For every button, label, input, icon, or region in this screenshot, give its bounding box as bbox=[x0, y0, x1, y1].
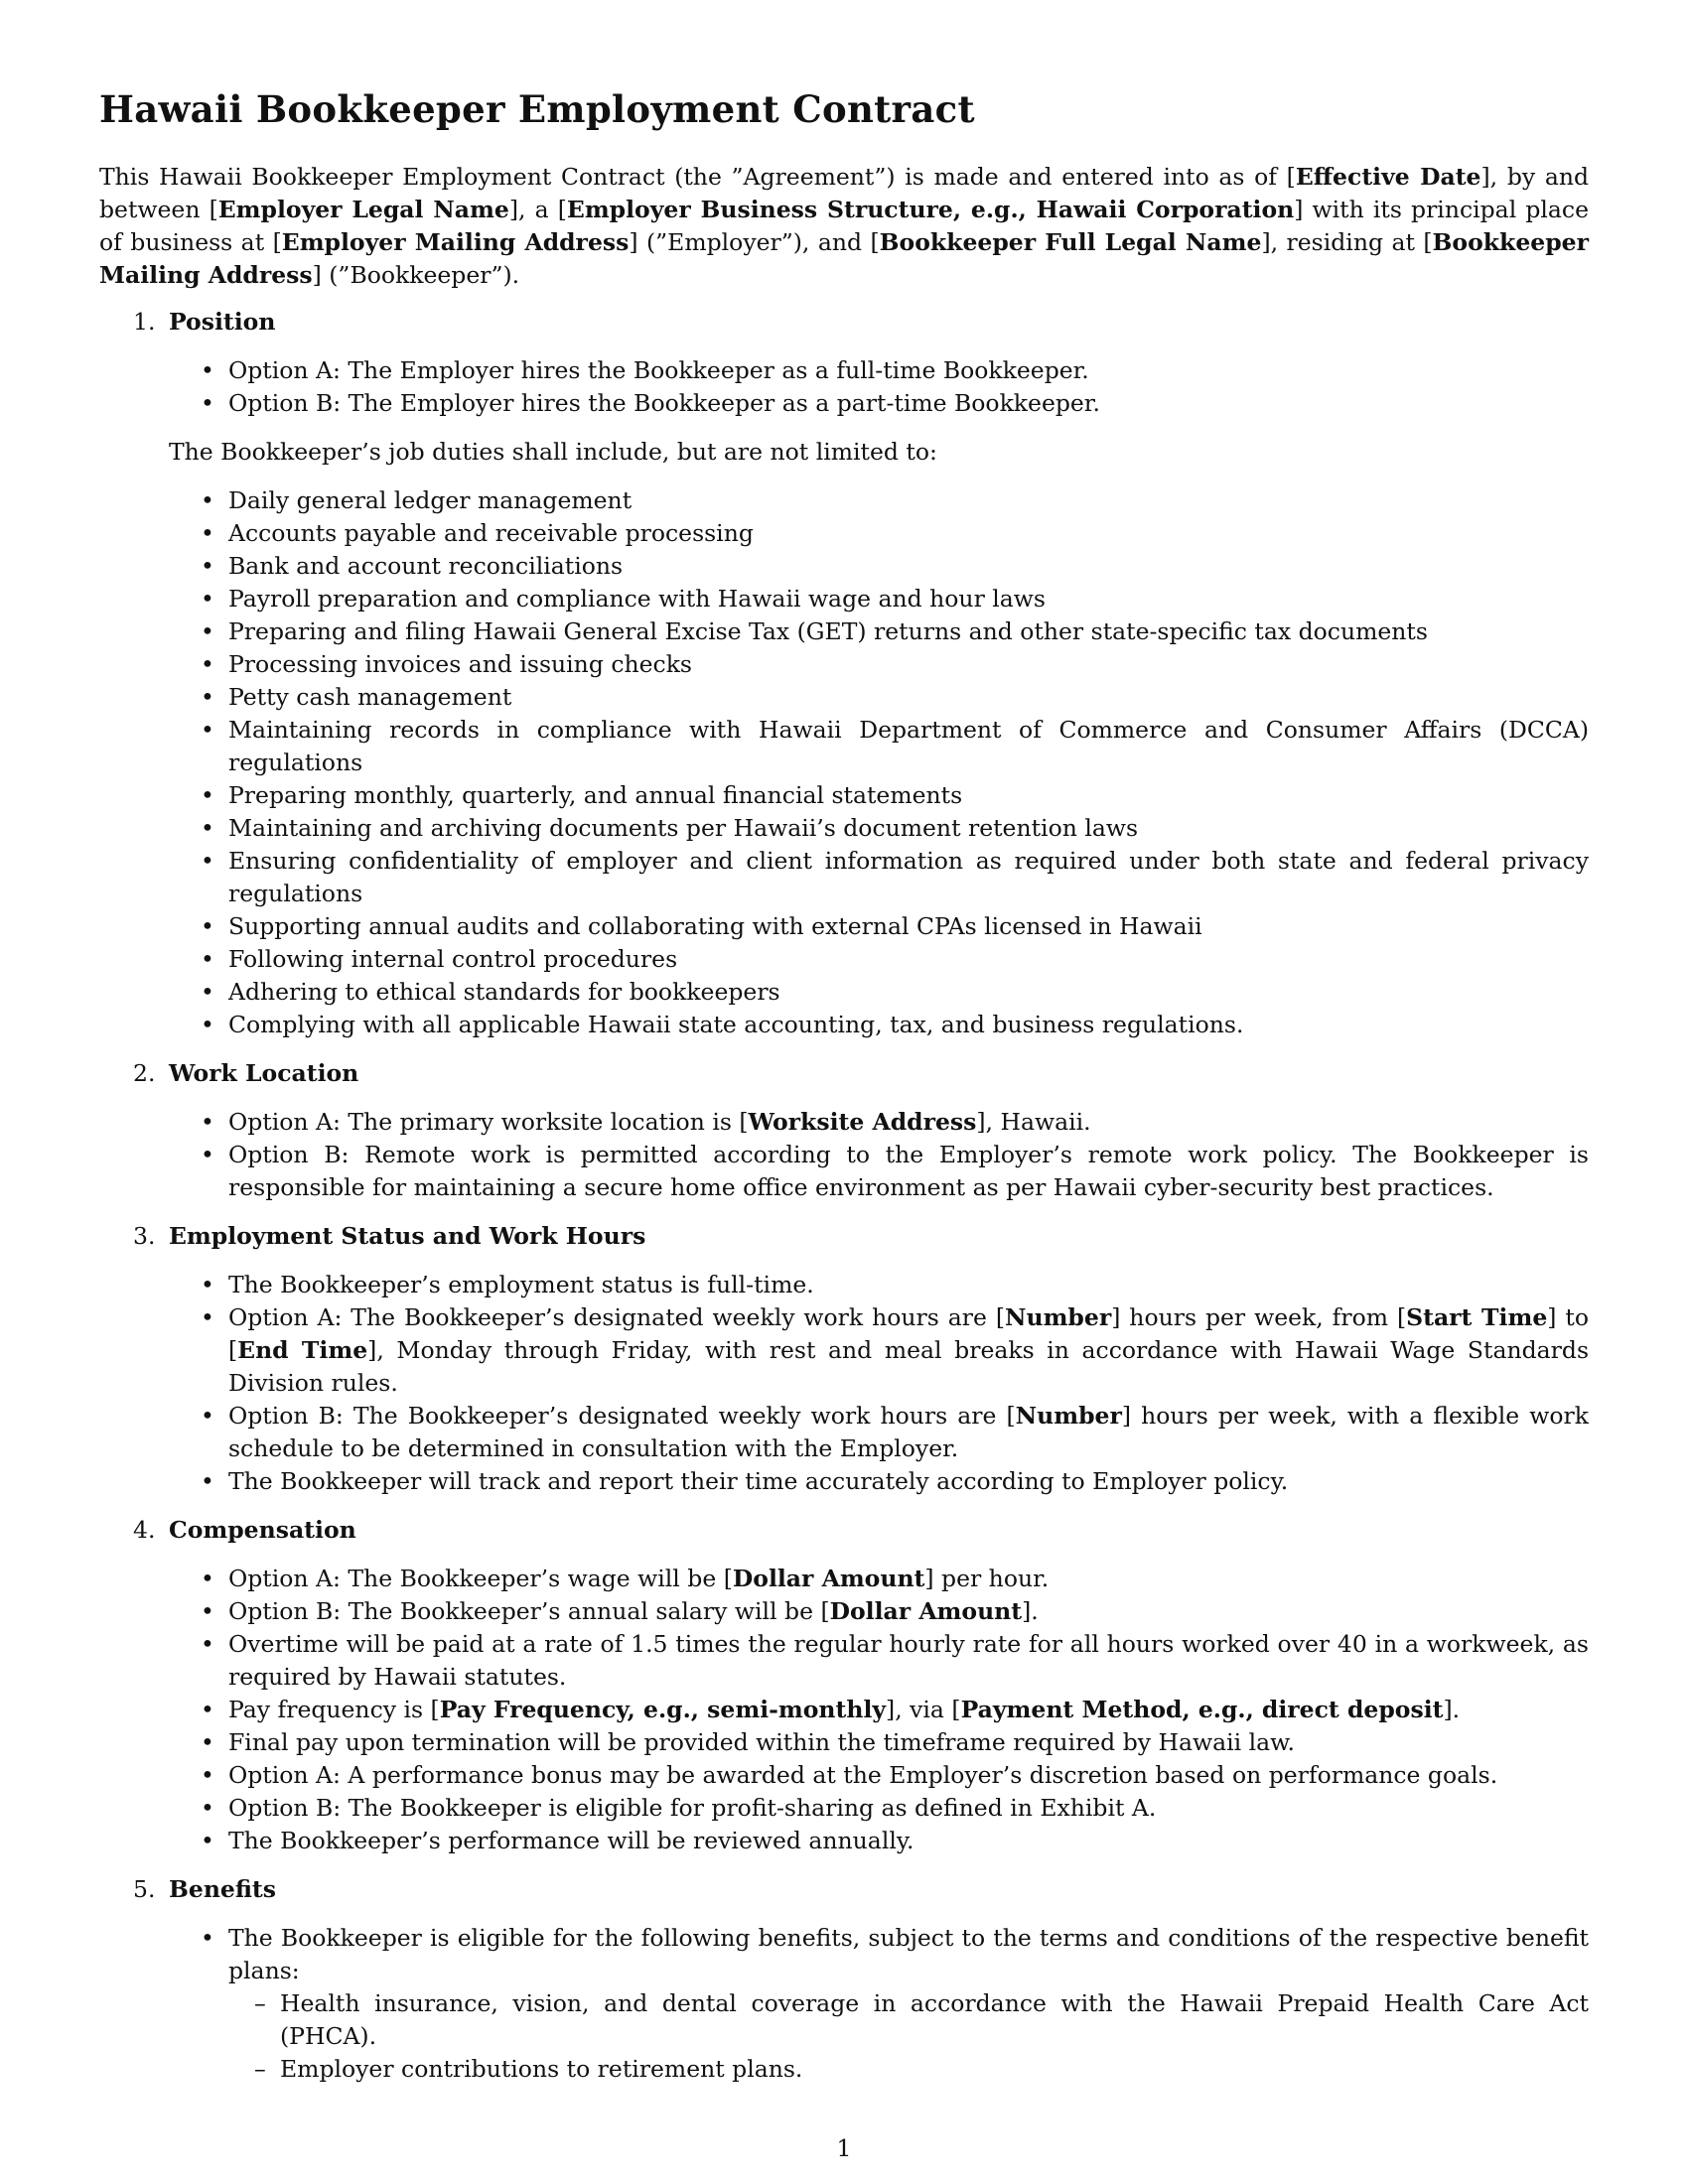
section-number: 1. bbox=[133, 308, 156, 336]
list-item: • Supporting annual audits and collaborating with external CPAs licensed in Hawaii bbox=[169, 910, 1589, 943]
section-title: Benefits bbox=[169, 1875, 277, 1903]
list-item: • Processing invoices and issuing checks bbox=[169, 648, 1589, 681]
sub-list-item: – Health insurance, vision, and dental coverage in accordance with the Hawaii Prepaid Health Care Act (PHCA). bbox=[228, 1987, 1589, 2053]
placeholder-worksite-address: Worksite Address bbox=[748, 1108, 977, 1136]
list-item: • Maintaining records in compliance with Hawaii Department of Commerce and Consumer Affairs (DCCA) regulations bbox=[169, 714, 1589, 779]
section-number: 2. bbox=[133, 1059, 156, 1087]
compensation-list bbox=[169, 1563, 1589, 1857]
list-item: • Option A: A performance bonus may be awarded at the Employer’s discretion based on performance goals. bbox=[169, 1759, 1589, 1792]
section-title: Compensation bbox=[169, 1516, 356, 1544]
placeholder-dollar-amount: Dollar Amount bbox=[829, 1597, 1023, 1625]
list-item: • Option A: The Bookkeeper’s designated weekly work hours are [Number] hours per week, from [Start Time] to [End Time], Monday through Friday, with rest and meal breaks in accordance with Hawaii Wage Standards Division rules. bbox=[169, 1301, 1589, 1400]
list-item: • Preparing and filing Hawaii General Excise Tax (GET) returns and other state-specific tax documents bbox=[169, 615, 1589, 648]
section-number: 3. bbox=[133, 1222, 156, 1250]
list-item: • Ensuring confidentiality of employer and client information as required under both state and federal privacy regulations bbox=[169, 845, 1589, 910]
placeholder-employer-address: Employer Mailing Address bbox=[281, 228, 630, 256]
section-title: Position bbox=[169, 308, 276, 336]
placeholder-number: Number bbox=[1005, 1303, 1112, 1331]
document-title: Hawaii Bookkeeper Employment Contract bbox=[99, 87, 975, 131]
placeholder-business-structure: Employer Business Structure, e.g., Hawaii Corporation bbox=[566, 196, 1295, 223]
list-item: • Option B: The Bookkeeper’s annual salary will be [Dollar Amount]. bbox=[169, 1595, 1589, 1628]
list-item: • Bank and account reconciliations bbox=[169, 550, 1589, 583]
document-page bbox=[99, 87, 1589, 2102]
list-item: • Daily general ledger management bbox=[169, 484, 1589, 517]
list-item: • Option A: The Employer hires the Bookkeeper as a full-time Bookkeeper. bbox=[169, 354, 1589, 387]
section-compensation bbox=[99, 1514, 1589, 1857]
section-employment-status bbox=[99, 1220, 1589, 1498]
list-item: • The Bookkeeper is eligible for the following benefits, subject to the terms and conditions of the respective benefit plans: – Health insurance, vision, and dental coverage in accordance with the Hawaii Prepaid Health Care Act (PHCA). – Employer contributions to retirement plans. bbox=[169, 1922, 1589, 2086]
list-item: • Option B: The Bookkeeper’s designated weekly work hours are [Number] hours per week, with a flexible work schedule to be determined in consultation with the Employer. bbox=[169, 1400, 1589, 1465]
section-title: Work Location bbox=[169, 1059, 359, 1087]
work-hours-list bbox=[169, 1269, 1589, 1498]
benefits-sublist bbox=[228, 1987, 1589, 2086]
list-item: • Pay frequency is [Pay Frequency, e.g., semi-monthly], via [Payment Method, e.g., direct deposit]. bbox=[169, 1694, 1589, 1726]
list-item: • Overtime will be paid at a rate of 1.5 times the regular hourly rate for all hours worked over 40 in a workweek, as required by Hawaii statutes. bbox=[169, 1628, 1589, 1694]
intro-paragraph: This Hawaii Bookkeeper Employment Contract (the ”Agreement”) is made and entered into as of [Effective Date], by and between [Employer Legal Name], a [Employer Business Structure, e.g., Hawaii Corporation] with its principal place of business at [Employer Mailing Address] (”Employer”), and [Bookkeeper Full Legal Name], residing at [Bookkeeper Mailing Address] (”Bookkeeper”). bbox=[99, 163, 1590, 289]
list-item: • Option A: The primary worksite location is [Worksite Address], Hawaii. bbox=[169, 1106, 1589, 1139]
placeholder-number: Number bbox=[1015, 1402, 1122, 1430]
placeholder-start-time: Start Time bbox=[1406, 1303, 1548, 1331]
placeholder-pay-frequency: Pay Frequency, e.g., semi-monthly bbox=[439, 1696, 887, 1723]
page-number: 1 bbox=[836, 2134, 852, 2162]
placeholder-effective-date: Effective Date bbox=[1295, 163, 1481, 191]
list-item: • Petty cash management bbox=[169, 681, 1589, 714]
section-position bbox=[99, 306, 1589, 1041]
list-item: • The Bookkeeper’s performance will be reviewed annually. bbox=[169, 1825, 1589, 1857]
placeholder-bookkeeper-address: Bookkeeper Mailing Address bbox=[99, 228, 1589, 289]
placeholder-dollar-amount: Dollar Amount bbox=[732, 1565, 925, 1592]
section-benefits bbox=[99, 1873, 1589, 2086]
list-item: • Payroll preparation and compliance with Hawaii wage and hour laws bbox=[169, 583, 1589, 615]
list-item: • Adhering to ethical standards for bookkeepers bbox=[169, 976, 1589, 1009]
placeholder-bookkeeper-name: Bookkeeper Full Legal Name bbox=[879, 228, 1262, 256]
benefits-list bbox=[169, 1922, 1589, 2086]
duties-list bbox=[169, 484, 1589, 1041]
list-item: • Following internal control procedures bbox=[169, 943, 1589, 976]
sub-list-item: – Employer contributions to retirement plans. bbox=[228, 2053, 1589, 2086]
section-number: 4. bbox=[133, 1516, 156, 1544]
placeholder-payment-method: Payment Method, e.g., direct deposit bbox=[960, 1696, 1444, 1723]
list-item: • The Bookkeeper will track and report their time accurately according to Employer policy. bbox=[169, 1465, 1589, 1498]
list-item: • Option B: The Employer hires the Bookkeeper as a part-time Bookkeeper. bbox=[169, 387, 1589, 420]
section-number: 5. bbox=[133, 1875, 156, 1903]
list-item: • Final pay upon termination will be provided within the timeframe required by Hawaii law. bbox=[169, 1726, 1589, 1759]
list-item: • Option B: The Bookkeeper is eligible for profit-sharing as defined in Exhibit A. bbox=[169, 1792, 1589, 1825]
duties-intro: The Bookkeeper’s job duties shall include, but are not limited to: bbox=[169, 438, 937, 466]
list-item: • Option A: The Bookkeeper’s wage will be [Dollar Amount] per hour. bbox=[169, 1563, 1589, 1595]
list-item: • Preparing monthly, quarterly, and annual financial statements bbox=[169, 779, 1589, 812]
list-item: • Maintaining and archiving documents per Hawaii’s document retention laws bbox=[169, 812, 1589, 845]
list-item: • The Bookkeeper’s employment status is full-time. bbox=[169, 1269, 1589, 1301]
list-item: • Complying with all applicable Hawaii state accounting, tax, and business regulations. bbox=[169, 1009, 1589, 1041]
position-options-list bbox=[169, 354, 1589, 420]
list-item: • Option B: Remote work is permitted according to the Employer’s remote work policy. The Bookkeeper is responsible for maintaining a secure home office environment as per Hawaii cyber-security best practices. bbox=[169, 1139, 1589, 1204]
placeholder-employer-legal-name: Employer Legal Name bbox=[217, 196, 509, 223]
placeholder-end-time: End Time bbox=[237, 1336, 368, 1364]
section-work-location bbox=[99, 1057, 1589, 1204]
sections-list bbox=[99, 306, 1589, 2086]
section-title: Employment Status and Work Hours bbox=[169, 1222, 646, 1250]
list-item: • Accounts payable and receivable processing bbox=[169, 517, 1589, 550]
work-location-list bbox=[169, 1106, 1589, 1204]
